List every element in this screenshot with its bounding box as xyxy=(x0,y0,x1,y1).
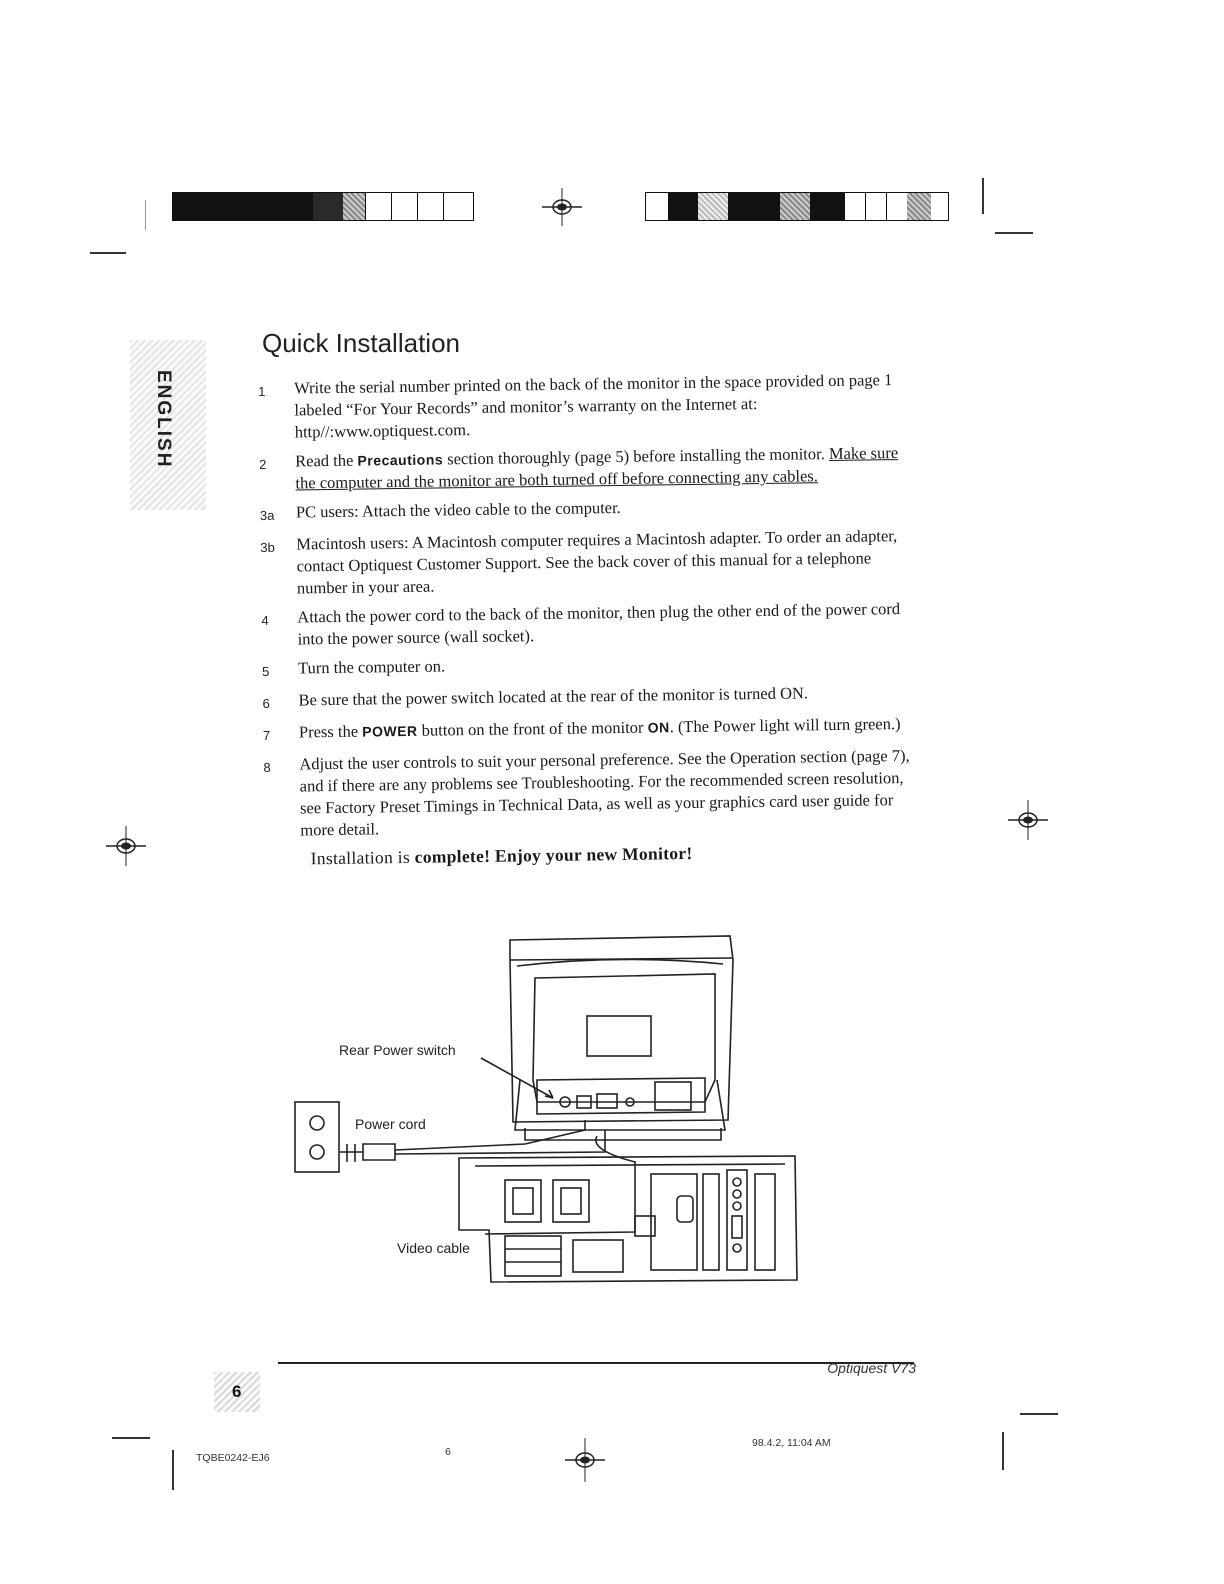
registration-crosshair-icon xyxy=(540,188,584,226)
crop-mark xyxy=(145,200,146,230)
language-label: ENGLISH xyxy=(153,370,174,469)
step-8 xyxy=(263,745,914,842)
installation-steps xyxy=(258,369,915,870)
slug-page: 6 xyxy=(445,1446,451,1458)
step-text: Turn the computer on. xyxy=(297,656,446,678)
step-text: Be sure that the power switch located at the rear of the monitor is turned ON. xyxy=(298,683,809,710)
step-number: 3a xyxy=(259,507,275,523)
crop-mark xyxy=(1020,1413,1058,1415)
step-text-part: section thoroughly (page 5) before installing the monitor. xyxy=(442,444,830,469)
step-text: Attach the power cord to the back of the monitor, then plug the other end of the power cord into the power source (wall socket). xyxy=(297,599,901,649)
crop-mark xyxy=(112,1437,150,1439)
slug-date: 98.4.2, 11:04 AM xyxy=(752,1437,831,1449)
precautions-emphasis: Precautions xyxy=(357,451,444,469)
step-text: PC users: Attach the video cable to the computer. xyxy=(295,497,621,522)
completion-message xyxy=(311,840,915,869)
step-2 xyxy=(259,442,910,495)
power-cord-label: Power cord xyxy=(355,1116,426,1132)
color-bar-left xyxy=(172,192,474,221)
step-4 xyxy=(261,598,912,651)
step-text-part: Read the xyxy=(295,450,358,471)
step-7 xyxy=(263,713,913,747)
registration-crosshair-icon xyxy=(1006,800,1050,840)
crop-mark xyxy=(995,232,1033,234)
product-name: Optiquest V73 xyxy=(827,1360,916,1376)
monitor-and-computer-illustration xyxy=(285,930,815,1290)
step-text xyxy=(299,713,913,744)
page-title: Quick Installation xyxy=(262,328,460,358)
step-number: 6 xyxy=(262,695,270,711)
step-3a xyxy=(260,493,910,527)
installation-diagram xyxy=(285,930,815,1290)
crop-mark xyxy=(172,1450,174,1490)
step-text xyxy=(295,442,910,495)
step-3b xyxy=(260,525,911,600)
step-number: 7 xyxy=(262,727,271,743)
color-bar-right xyxy=(645,192,949,221)
step-number: 1 xyxy=(258,383,266,399)
crop-mark xyxy=(1002,1432,1004,1470)
step-text: Macintosh users: A Macintosh computer requires a Macintosh adapter. To order an adapter, contact Optiquest Customer Support. See the back cover of this manual for a telephone number in your area. xyxy=(296,526,898,598)
rear-power-switch-label: Rear Power switch xyxy=(339,1042,456,1058)
footer-rule xyxy=(278,1362,914,1364)
step-1 xyxy=(258,369,909,444)
step-6 xyxy=(262,681,912,715)
language-side-tab xyxy=(130,340,206,510)
step-text: Adjust the user controls to suit your personal preference. See the Operation section (page 7), and if there are any problems see Troubleshooting. For the recommended screen resolution, see Factory Preset Timings in Technical Data, as well as your graphics card user guide for more detail. xyxy=(299,745,910,840)
video-cable-label: Video cable xyxy=(397,1240,470,1256)
warning-underline: Make sure the computer and the monitor are both turned off before connecting any cables. xyxy=(295,443,899,493)
step-number: 5 xyxy=(261,663,270,679)
step-5 xyxy=(262,649,912,683)
slug-code: TQBE0242-EJ6 xyxy=(196,1452,270,1464)
step-text-part: button on the front of the monitor xyxy=(417,717,648,740)
on-emphasis: ON xyxy=(647,719,670,736)
crop-mark xyxy=(90,252,126,254)
completion-text: Installation is xyxy=(310,846,415,869)
step-text: Write the serial number printed on the back of the monitor in the space provided on page 1 labeled “For Your Records” and monitor’s warranty on the Internet at: http//:www.optiquest.com. xyxy=(294,370,893,442)
step-text-part: Press the xyxy=(298,721,363,742)
step-number: 4 xyxy=(261,612,269,628)
crop-mark xyxy=(982,178,984,214)
page-number-tab xyxy=(214,1372,260,1412)
completion-emphasis: complete! Enjoy your new Monitor! xyxy=(414,842,693,867)
step-number: 3b xyxy=(260,539,275,555)
registration-crosshair-icon xyxy=(563,1438,607,1482)
step-number: 2 xyxy=(259,456,267,472)
step-text-part: . (The Power light will turn green.) xyxy=(669,714,901,737)
registration-crosshair-icon xyxy=(104,826,148,866)
step-number: 8 xyxy=(263,759,271,775)
power-emphasis: POWER xyxy=(362,722,418,740)
page-number: 6 xyxy=(232,1382,242,1401)
